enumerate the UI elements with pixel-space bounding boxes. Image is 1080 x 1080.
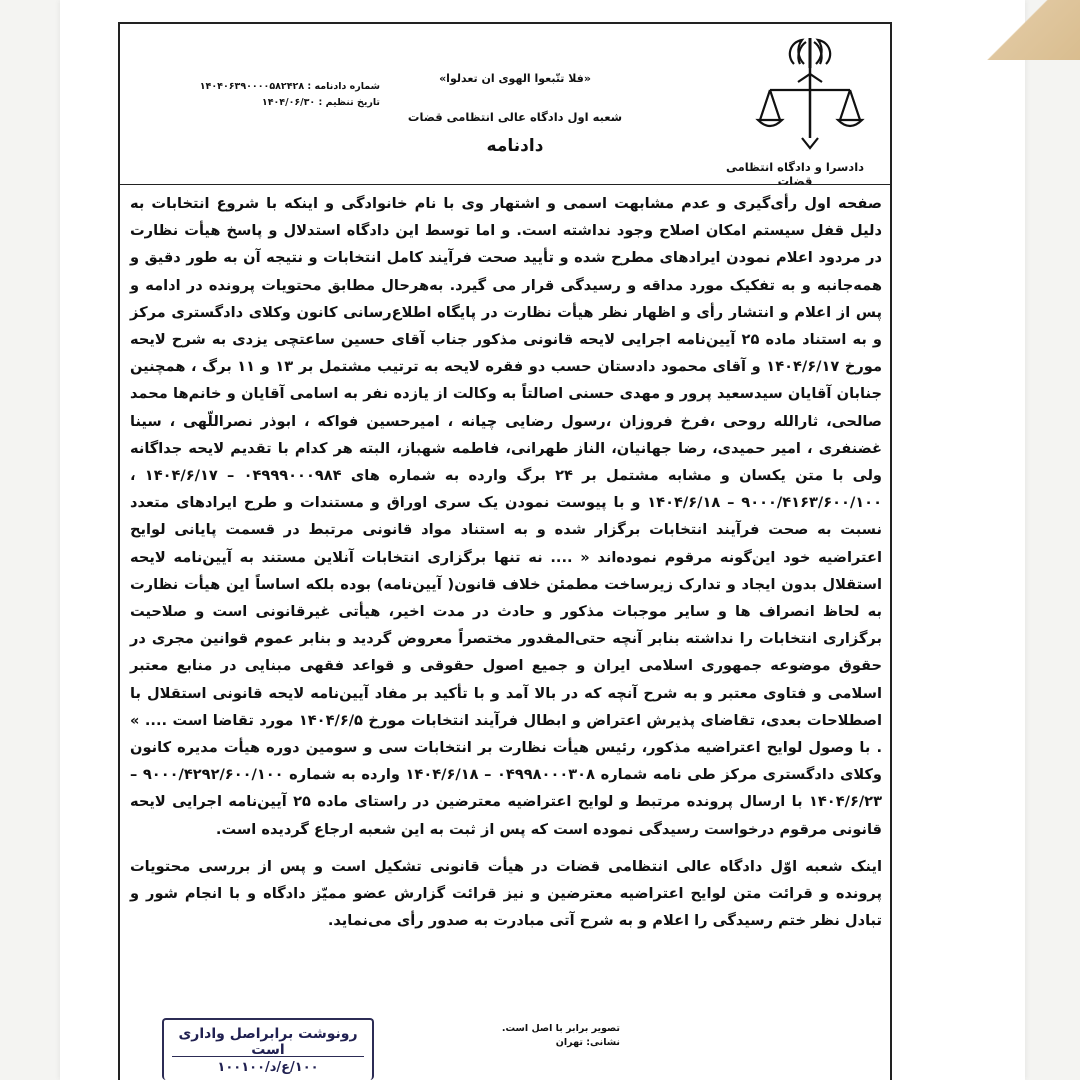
organization-name: دادسرا و دادگاه انتظامی قضات <box>725 160 865 188</box>
stamp-code: ۱۰۰/ع/د/۱۰۰۱۰۰ <box>217 1060 319 1075</box>
header-verse: «فلا تتّبعوا الهوی ان تعدلوا» <box>439 72 591 85</box>
certification-stamp <box>162 1018 374 1080</box>
issue-date: تاریخ تنظیم : ۱۴۰۴/۰۶/۳۰ <box>261 97 380 108</box>
ruling-metadata <box>190 79 380 111</box>
ruling-document <box>118 22 892 1080</box>
body-paragraph-1: صفحه اول رأی‌گیری و عدم مشابهت اسمی و اشتهار وی با نام خانوادگی و اینکه با شروع انتخابات به دلیل قفل سیستم امکان اصلاح وجود نداشته است. و اما توسط این دادگاه استدلال و پاسخ هیأت نظارت در مردود اعلام نمودن ایرادهای مطرح شده و تأیید صحت فرآیند کامل انتخابات و نتیجه آن به طور دقیق و همه‌جانبه و به تفکیک مورد مداقه و رسیدگی قرار می گیرد. به‌هرحال مطابق محتویات پرونده در ادامه و پس از اعلام و انتشار رأی و اظهار نظر هیأت نظارت در پایگاه اطلاع‌رسانی کانون وکلای دادگستری مرکز و به استناد ماده ۲۵ آیین‌نامه اجرایی لایحه قانونی مذکور جناب آقای حسین ساعتچی یزدی به شرح لایحه مورخ ۱۴۰۴/۶/۱۷ و آقای محمود دادستان حسب دو فقره لایحه به ترتیب مشتمل بر ۱۳ و ۱۱ برگ ، همچنین جنابان آقایان سیدسعید پرور و مهدی حسنی اصالتاً به وکالت از یازده نفر به اسامی آقایان و خانم‌ها محمد صالحی، ثارالله روحی ،فرخ فروزان ،رسول رضایی چیانه ، امیرحسین فواکه ، ابوذر نصراللّهی ، سینا غضنفری ، امیر حمیدی، رضا جهانیان، الناز طهرانی، فاطمه شهباز، البته هر کدام با تقدیم لایحه جداگانه ولی با متن یکسان و مشابه مشتمل بر ۲۴ برگ وارده به شماره های ۰۴۹۹۹۰۰۰۹۸۴ – ۱۴۰۴/۶/۱۷ ، ۹۰۰۰/۴۱۶۳/۶۰۰/۱۰۰ – ۱۴۰۴/۶/۱۸ و با پیوست نمودن یک سری اوراق و مستندات و طرح ایرادهای متعدد نسبت به صحت فرآیند انتخابات برگزار شده و به استناد مواد قانونی مرتبط در قسمت پایانی لوایح اعتراضیه خود این‌گونه مرقوم نموده‌اند « .... نه تنها برگزاری انتخابات آنلاین مستند به آیین‌نامه لایحه استقلال بدون ایجاد و تدارک زیرساخت مطمئن خلاف قانون( آیین‌نامه) بوده بلکه اساساً این هیأت نظارت به لحاظ انصراف ها و سایر موجبات مذکور و حادث در مدت اخیر، هیأتی غیرقانونی است و صلاحیت برگزاری انتخابات را نداشته بنابر آنچه حتی‌المقدور مختصراً معروض گردید و بنابر عموم قوانین مجری در حقوق موضوعه جمهوری اسلامی ایران و جمیع اصول حقوقی و قواعد فقهی مبنایی در منابع معتبر اسلامی و فتاوی معتبر و به شرح آنچه که در بالا آمد و با تأکید بر مفاد آیین‌نامه لایحه قانونی استقلال با اصطلاحات بعدی، تقاضای پذیرش اعتراض و ابطال فرآیند انتخابات مورخ ۱۴۰۴/۶/۵ مورد تقاضا است .... » . با وصول لوایح اعتراضیه مذکور، رئیس هیأت نظارت بر انتخابات سی و سومین دوره هیأت مدیره کانون وکلای دادگستری مرکز طی نامه شماره ۰۴۹۹۸۰۰۰۳۰۸ – ۱۴۰۴/۶/۱۸ وارده به شماره ۹۰۰۰/۴۲۹۲/۶۰۰/۱۰۰ – ۱۴۰۴/۶/۲۳ با ارسال پرونده مرتبط و لوایح اعتراضیه معترضین در راستای ماده ۲۵ آیین‌نامه اجرایی لایحه قانونی مرقوم درخواست رسیدگی نموده است که پس از ثبت به این شعبه ارجاع گردیده است. <box>130 195 882 838</box>
ruling-number: شماره دادنامه : ۱۴۰۴۰۶۳۹۰۰۰۰۵۸۲۴۲۸ <box>199 81 380 92</box>
ruling-body <box>130 190 882 934</box>
stamp-title: رونوشت برابراصل واداری است <box>178 1026 358 1058</box>
court-branch: شعبه اول دادگاه عالی انتظامی قضات <box>407 110 623 124</box>
document-title: دادنامه <box>486 136 544 156</box>
copy-note: تصویر برابر با اصل است. <box>501 1023 620 1034</box>
document-header <box>120 24 890 188</box>
header-divider <box>120 184 890 185</box>
folded-corner <box>970 0 1080 60</box>
stamp-divider <box>172 1056 364 1057</box>
body-paragraph-2: اینک شعبه اوّل دادگاه عالی انتظامی قضات در هیأت قانونی تشکیل است و پس از بررسی محتویات پرونده و قرائت متن لوایح اعتراضیه معترضین و نیز قرائت گزارش عضو ممیّز دادگاه و با انجام شور و تبادل نظر ختم رسیدگی را اعلام و به شرح آتی مبادرت به صدور رأی می‌نماید. <box>130 857 882 930</box>
footer-note <box>460 1022 620 1050</box>
emblem-icon <box>750 34 870 174</box>
address: نشانی: تهران <box>555 1037 620 1048</box>
